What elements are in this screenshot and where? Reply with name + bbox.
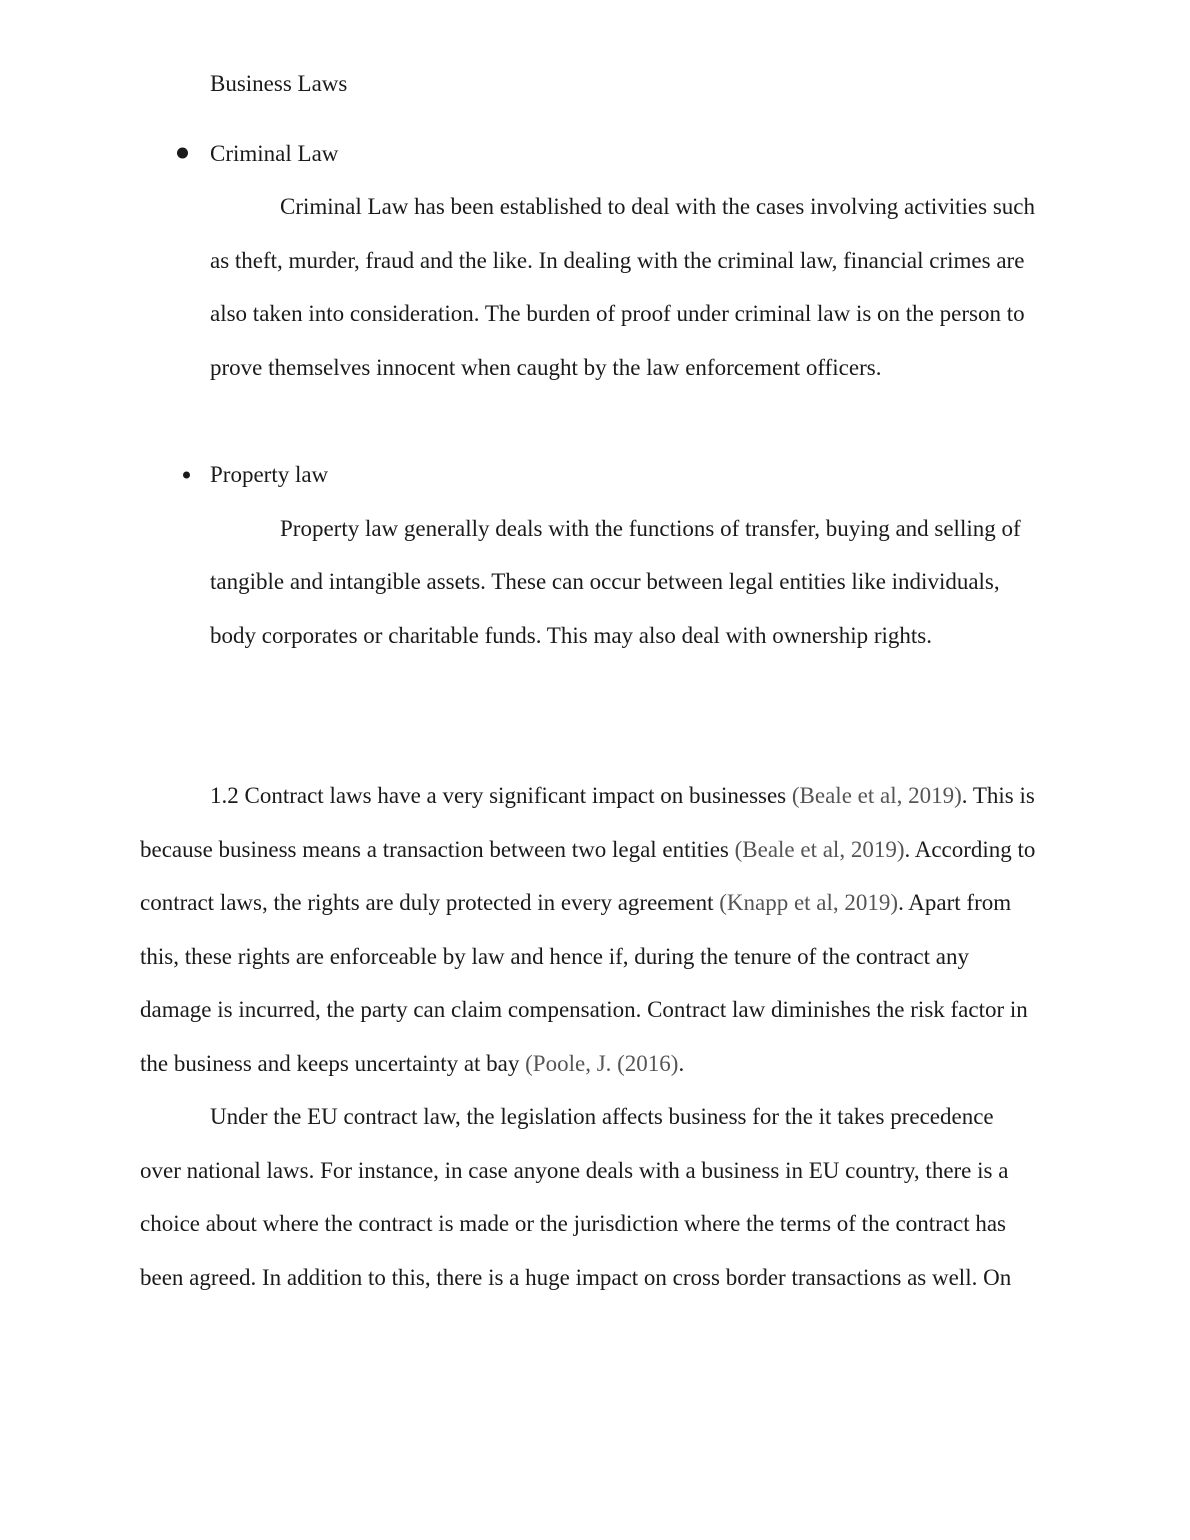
text-line bbox=[210, 609, 1050, 663]
text-run: tangible and intangible assets. These can occur between legal entities like individuals, bbox=[210, 569, 1000, 594]
bullet-list-item-property-law bbox=[210, 448, 1050, 502]
bullet-list-item-criminal-law bbox=[210, 127, 1050, 181]
bullet-icon bbox=[183, 471, 190, 478]
text-run: damage is incurred, the party can claim compensation. Contract law diminishes the risk factor in bbox=[140, 997, 1028, 1022]
document-body bbox=[140, 127, 1050, 1305]
text-run: contract laws, the rights are duly protected in every agreement bbox=[140, 890, 720, 915]
body-paragraph bbox=[140, 769, 1050, 1090]
text-run: Criminal Law has been established to deal with the cases involving activities such bbox=[280, 194, 1035, 219]
text-line bbox=[210, 180, 1050, 234]
text-line bbox=[210, 287, 1050, 341]
text-line bbox=[140, 1037, 1050, 1091]
text-run: . Apart from bbox=[898, 890, 1012, 915]
text-line bbox=[140, 769, 1050, 823]
bullet-icon bbox=[177, 148, 188, 159]
text-run: this, these rights are enforceable by law and hence if, during the tenure of the contract any bbox=[140, 943, 969, 969]
text-run: Under the EU contract law, the legislation affects business for the it takes precedence bbox=[210, 1104, 994, 1129]
citation-text: (Knapp et al, 2019) bbox=[719, 890, 899, 915]
body-paragraph bbox=[140, 1090, 1050, 1304]
text-line bbox=[140, 930, 1050, 984]
text-run: choice about where the contract is made or the jurisdiction where the terms of the contract has bbox=[140, 1211, 1007, 1236]
text-run: . According to bbox=[904, 836, 1036, 862]
text-line bbox=[210, 555, 1050, 609]
bullet-label: Criminal Law bbox=[210, 140, 339, 166]
text-run: . bbox=[678, 1050, 685, 1076]
text-run: body corporates or charitable funds. This may also deal with ownership rights. bbox=[210, 622, 932, 648]
text-run: the business and keeps uncertainty at bay bbox=[140, 1050, 526, 1076]
text-run: also taken into consideration. The burden of proof under criminal law is on the person to bbox=[210, 301, 1025, 326]
text-run: Property law generally deals with the functions of transfer, buying and selling of bbox=[280, 515, 1021, 541]
text-line bbox=[210, 234, 1050, 288]
citation-text: (Poole, J. (2016) bbox=[525, 1050, 679, 1076]
text-line bbox=[140, 876, 1050, 930]
citation-text: (Beale et al, 2019) bbox=[791, 783, 962, 808]
text-run: because business means a transaction between two legal entities bbox=[140, 836, 735, 862]
bullet-paragraph bbox=[210, 502, 1050, 663]
text-run: prove themselves innocent when caught by the law enforcement officers. bbox=[210, 354, 882, 380]
bullet-paragraph bbox=[210, 180, 1050, 394]
text-line bbox=[140, 1144, 1050, 1198]
text-run: as theft, murder, fraud and the like. In dealing with the criminal law, financial crimes are bbox=[210, 247, 1025, 273]
text-line bbox=[210, 502, 1050, 556]
text-line bbox=[140, 1251, 1050, 1305]
text-run: 1.2 Contract laws have a very significant impact on businesses bbox=[210, 783, 792, 808]
citation-text: (Beale et al, 2019) bbox=[734, 836, 905, 862]
document-title: Business Laws bbox=[210, 71, 348, 96]
text-run: been agreed. In addition to this, there is a huge impact on cross border transactions as well. On bbox=[140, 1264, 1012, 1290]
text-run: over national laws. For instance, in case anyone deals with a business in EU country, there is a bbox=[140, 1157, 1009, 1183]
text-line bbox=[140, 983, 1050, 1037]
text-line bbox=[140, 1197, 1050, 1251]
text-line bbox=[140, 823, 1050, 877]
text-line bbox=[140, 1090, 1050, 1144]
bullet-label: Property law bbox=[210, 462, 329, 487]
text-line bbox=[210, 341, 1050, 395]
text-run: . This is bbox=[961, 783, 1035, 808]
